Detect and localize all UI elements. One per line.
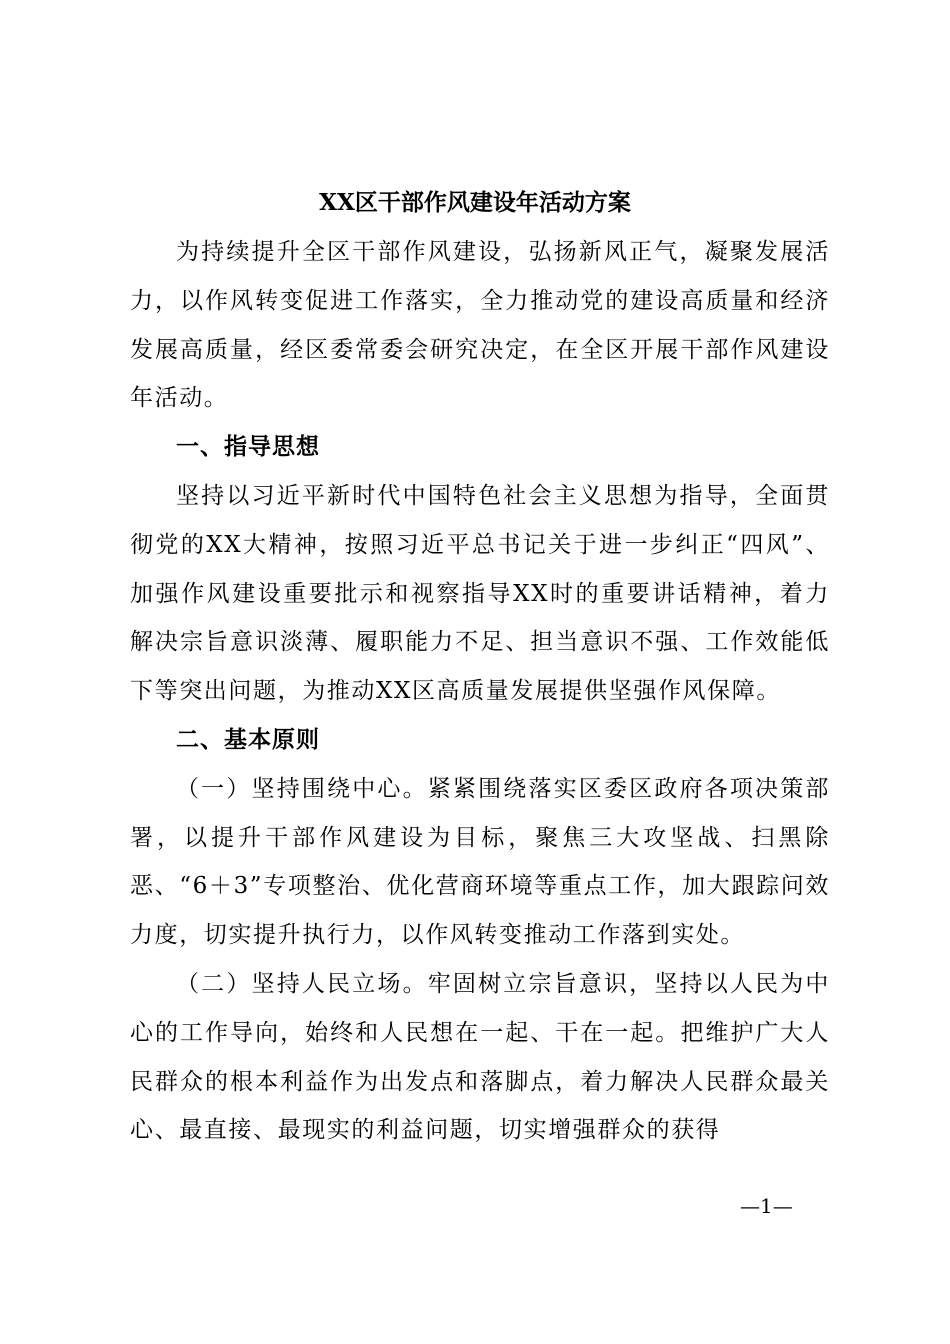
- guiding-ideology-paragraph: 坚持以习近平新时代中国特色社会主义思想为指导，全面贯彻党的XX大精神，按照习近平总书记关于进一步纠正“四风”、加强作风建设重要批示和视察指导XX时的重要讲话精神，着力解决宗旨意识淡薄、履职能力不足、担当意识不强、工作效能低下等突出问题，为推动XX区高质量发展提供坚强作风保障。: [130, 482, 830, 705]
- document-body: [130, 228, 830, 1155]
- document-title: XX区干部作风建设年活动方案: [319, 189, 631, 216]
- section-heading-guiding-ideology: 一、指导思想: [176, 434, 320, 461]
- section-heading-basic-principles: 二、基本原则: [176, 726, 320, 753]
- principle-item-1: （一）坚持围绕中心。紧紧围绕落实区委区政府各项决策部署，以提升干部作风建设为目标，聚焦三大攻坚战、扫黑除恶、“6＋3”专项整治、优化营商环境等重点工作，加大跟踪问效力度，切实提升执行力，以作风转变推动工作落到实处。: [130, 775, 830, 949]
- principle-item-2: （二）坚持人民立场。牢固树立宗旨意识，坚持以人民为中心的工作导向，始终和人民想在一起、干在一起。把维护广大人民群众的根本利益作为出发点和落脚点，着力解决人民群众最关心、最直接、最现实的利益问题，切实增强群众的获得: [130, 970, 830, 1144]
- page-number: —1—: [740, 1194, 793, 1218]
- intro-paragraph: 为持续提升全区干部作风建设，弘扬新风正气，凝聚发展活力，以作风转变促进工作落实，全力推动党的建设高质量和经济发展高质量，经区委常委会研究决定，在全区开展干部作风建设年活动。: [130, 239, 830, 412]
